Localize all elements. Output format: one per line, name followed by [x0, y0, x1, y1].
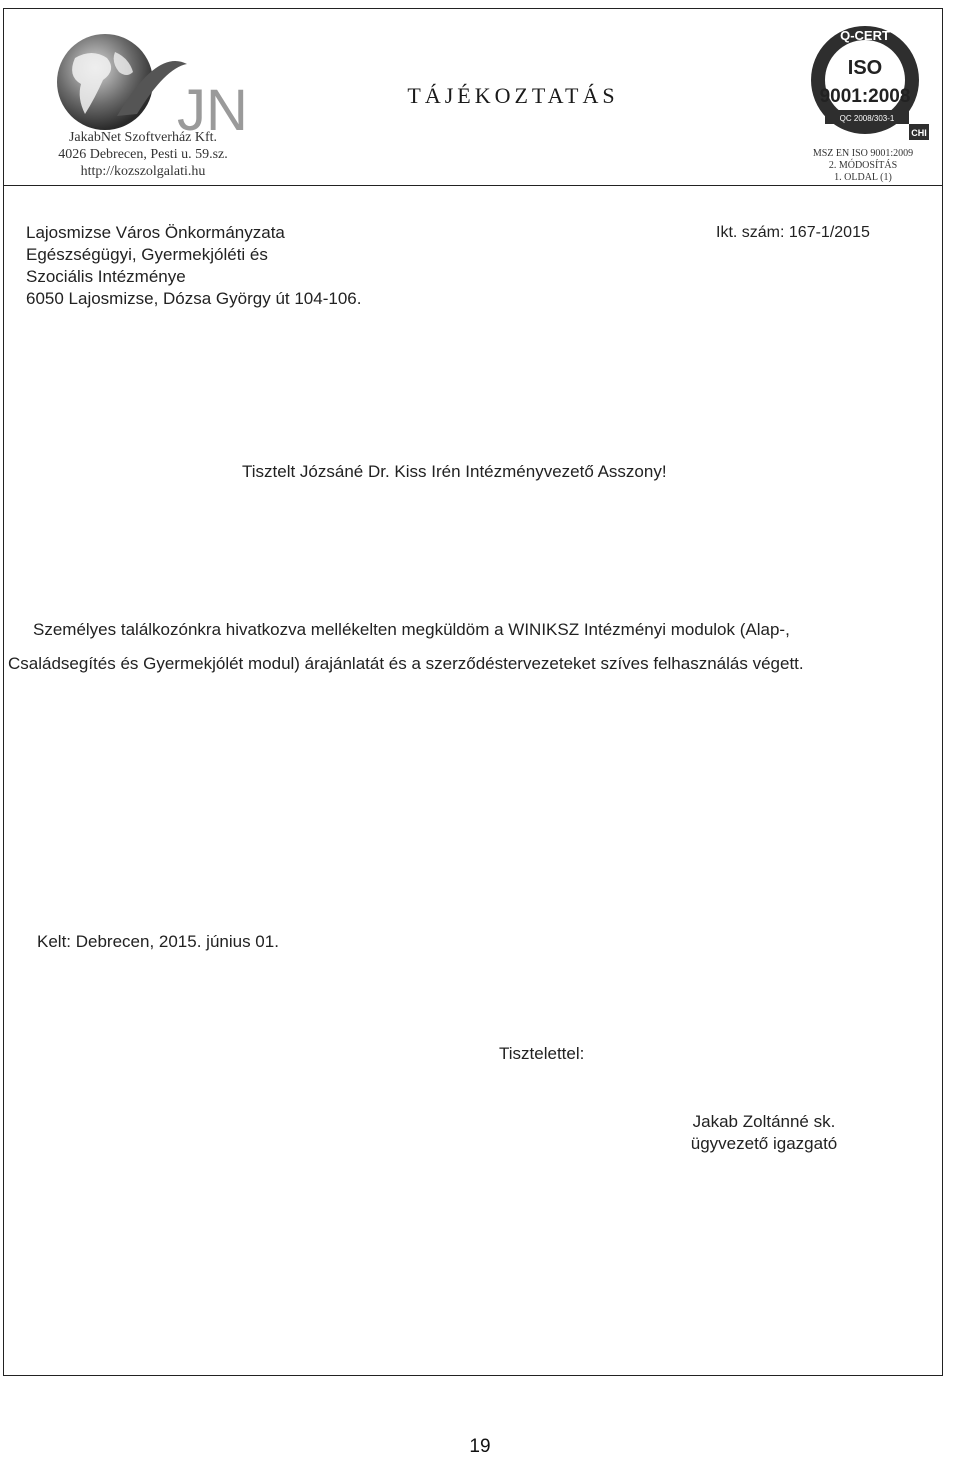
reference-number: Ikt. szám: 167-1/2015 — [716, 224, 870, 241]
cert-page: 1. OLDAL (1) — [834, 172, 892, 183]
iso-certification-seal — [805, 22, 931, 140]
cert-standard: MSZ EN ISO 9001:2009 — [812, 148, 914, 159]
logo-letters-text: JN — [177, 78, 248, 143]
certification-info — [783, 148, 943, 184]
recipient-line-2: Egészségügyi, Gyermekjóléti és — [26, 245, 268, 264]
recipient-line-1: Lajosmizse Város Önkormányzata — [26, 223, 285, 242]
recipient-line-4: 6050 Lajosmizse, Dózsa György út 104-106. — [26, 289, 362, 308]
seal-standard-text: 9001:2008 — [819, 86, 911, 107]
recipient-address — [26, 222, 361, 310]
cert-revision: 2. MÓDOSÍTÁS — [828, 160, 898, 171]
seal-code-text: QC 2008/303-1 — [839, 114, 895, 123]
company-name: JakabNet Szoftverház Kft. — [68, 130, 218, 145]
salutation: Tisztelt Józsáné Dr. Kiss Irén Intézményvezető Asszony! — [242, 462, 667, 481]
company-logo — [37, 28, 248, 143]
company-address — [23, 129, 263, 180]
recipient-line-3: Szociális Intézménye — [26, 267, 186, 286]
body-line-2: Családsegítés és Gyermekjólét modul) árajánlatát és a szerződéstervezeteket szíves felhasználás végett. — [8, 654, 804, 673]
seal-top-text: Q-CERT — [840, 28, 890, 43]
body-line-1: Személyes találkozónkra hivatkozva mellékelten megküldöm a WINIKSZ Intézményi modulok (Alap-, — [33, 620, 790, 639]
date-line: Kelt: Debrecen, 2015. június 01. — [37, 932, 279, 951]
letter-body — [8, 613, 938, 681]
seal-iso-text: ISO — [847, 57, 883, 79]
company-website[interactable]: http://kozszolgalati.hu — [80, 164, 206, 179]
document-frame — [3, 8, 943, 1376]
seal-mark-text: CHI — [911, 128, 927, 138]
letterhead — [3, 8, 943, 186]
page-number: 19 — [469, 1436, 491, 1457]
closing-phrase: Tisztelettel: — [499, 1044, 585, 1063]
signer-name: Jakab Zoltánné sk. — [692, 1112, 836, 1131]
company-street: 4026 Debrecen, Pesti u. 59.sz. — [58, 147, 228, 162]
signature-block — [660, 1111, 868, 1155]
document-title: TÁJÉKOZTATÁS — [407, 83, 619, 108]
signer-title: ügyvezető igazgató — [690, 1134, 838, 1153]
